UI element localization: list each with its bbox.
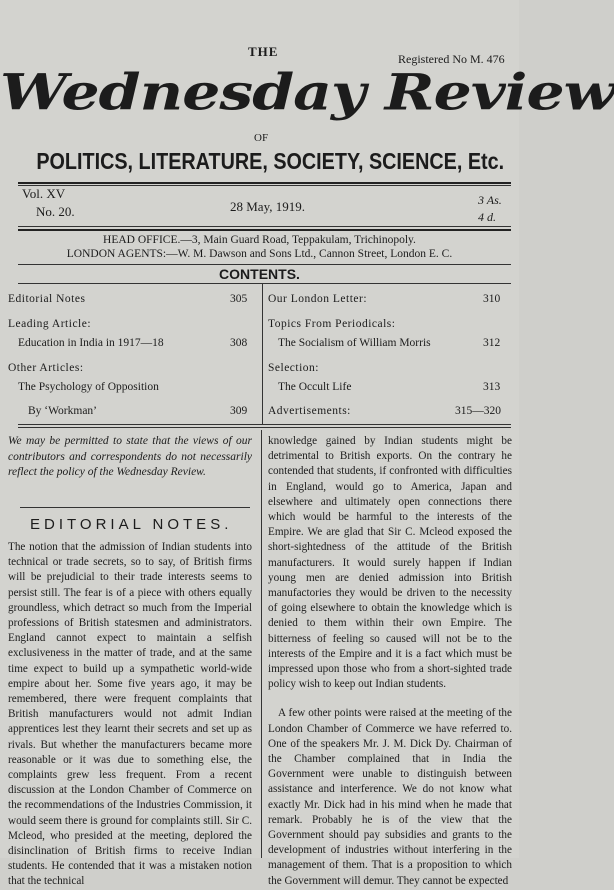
- toc-left-2: Education in India in 1917—18: [18, 337, 164, 349]
- registration-number: Registered No M. 476: [398, 52, 505, 66]
- toc-right-3: Selection:: [268, 362, 319, 374]
- contents-rule-bottom: [18, 424, 511, 425]
- contents-rule-bottom-2: [18, 427, 511, 428]
- toc-left-4: The Psychology of Opposition: [18, 381, 159, 393]
- toc-right-4-page: 313: [483, 381, 501, 393]
- toc-left-0-page: 305: [230, 293, 248, 305]
- price-annas: 3 As.: [478, 193, 502, 207]
- toc-right-4: The Occult Life: [278, 381, 352, 393]
- toc-right-1: Topics From Periodicals:: [268, 318, 396, 330]
- masthead-title: Wednesday Review: [0, 64, 614, 122]
- toc-right-5-page: 315—320: [455, 405, 501, 417]
- toc-left-5-page: 309: [230, 405, 248, 417]
- issue-number: No. 20.: [36, 204, 75, 219]
- header-rule-top: [18, 182, 511, 184]
- left-body-column: [8, 540, 252, 890]
- column-divider: [261, 430, 262, 858]
- toc-left-1: Leading Article:: [8, 318, 92, 330]
- editorial-notes-heading: EDITORIAL NOTES.: [30, 516, 233, 533]
- volume-label: Vol. XV: [22, 186, 66, 201]
- toc-right-2: The Socialism of William Morris: [278, 337, 431, 349]
- header-rule-top-thin: [18, 185, 511, 186]
- london-agents: LONDON AGENTS:—W. M. Dawson and Sons Ltd., Cannon Street, London E. C.: [66, 248, 453, 260]
- contents-rule-top: [18, 264, 511, 265]
- masthead-the: THE: [248, 44, 279, 59]
- toc-left-2-page: 308: [230, 337, 248, 349]
- masthead-subtitle: POLITICS, LITERATURE, SOCIETY, SCIENCE, Etc.: [36, 148, 505, 174]
- contents-rule: [18, 283, 511, 284]
- toc-left-0: Editorial Notes: [8, 293, 86, 305]
- notice-rule: [20, 507, 250, 508]
- toc-left-5: By ‘Workman’: [28, 405, 98, 417]
- right-paragraph-1: knowledge gained by Indian students might be detrimental to British exports. On the contrary he contended that students, if confronted with difficulties in England, would go to America, Japan and elsewhere and ultimately open connections there which would be harmful to the interests of the Empire. We are glad that Sir C. Mcleod exposed the short-sightedness of the attitude of the British manufacturers. It would surely happen if Indian young men are denied admission into British manufactories they would be driven to the necessity of going elsewhere to obtain the knowledge which is denied to them within their own Empire. The bitterness of feeling so caused will not be to the interests of the Empire and it is a fact which must be impressed upon those who from a short-sighted trade policy wish to keep out Indian students.: [268, 435, 512, 691]
- toc-left-3: Other Articles:: [8, 362, 84, 374]
- date-rule: [18, 226, 511, 227]
- contents-divider: [262, 284, 263, 424]
- toc-right-0-page: 310: [483, 293, 501, 305]
- head-office: HEAD OFFICE.—3, Main Guard Road, Teppakulam, Trichinopoly.: [103, 234, 416, 246]
- contents-heading: CONTENTS.: [219, 266, 300, 282]
- issue-date: 28 May, 1919.: [230, 199, 305, 214]
- editorial-notice: We may be permitted to state that the views of our contributors and correspondents do not necessarily reflect the policy of the Wednesday Review.: [8, 435, 252, 478]
- masthead-of: OF: [254, 132, 269, 144]
- date-rule-thick: [18, 229, 511, 231]
- price-pence: 4 d.: [478, 210, 496, 224]
- right-body-column: [268, 434, 512, 889]
- toc-right-2-page: 312: [483, 337, 501, 349]
- toc-right-5: Advertisements:: [268, 405, 351, 417]
- right-paragraph-2: A few other points were raised at the meeting of the London Chamber of Commerce we have referred to. One of the speakers Mr. J. M. Dick Dy. Chairman of the Chamber complained that in India the Government were unable to distinguish between assistance and interference. We do not know what exactly Mr. Dick had in his mind when he made that remark. Probably he is of the view that the Government should pay subsidies and grants to the development of industries without interfering in the management of them. That is a proposition to which the Government will demur. They cannot be expected: [268, 707, 512, 887]
- toc-right-0: Our London Letter:: [268, 293, 368, 305]
- left-paragraph-1: The notion that the admission of Indian students into technical or trade secrets, so to say, of British firms will be prejudicial to their trade interests seems to persist still. The fear is of a piece with others equally groundless, which detract so much from the Imperial professions of British statesmen and administrators. England cannot expect to maintain a selfish exclusiveness in the matter of trade, and at the same time expect to build up a sympathetic world-wide empire about her. Some five years ago, it may be remembered, there were frequent complaints that British manufacturers would not admit Indian apprentices lest they learnt their secrets and set up as rivals. But whether the manufacturers became more reasonable or it was due to something else, the complaints grew less frequent. From a recent discussion at the London Chamber of Commerce on the recommendations of the Industries Commission, it would seem there is ground for complaints still. Sir C. Mcleod, who presided at the meeting, deplored the disinclination of British firms to receive Indian students. He contended that it was a mistaken notion that the technical: [8, 541, 252, 888]
